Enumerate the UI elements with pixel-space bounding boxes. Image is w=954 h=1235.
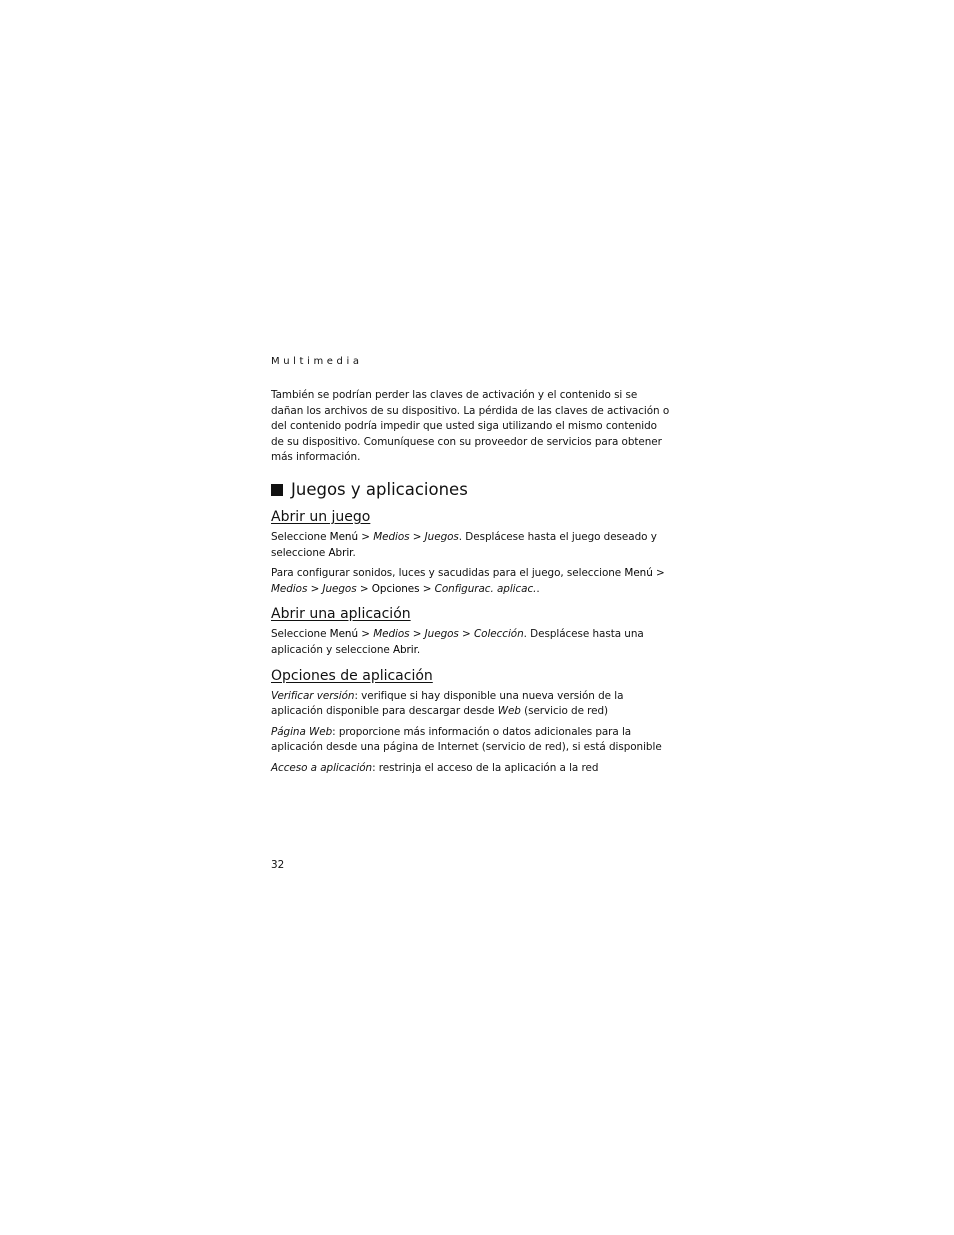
separator: > [307, 582, 323, 595]
option-app-access [271, 761, 671, 777]
medios-term: Medios [373, 530, 410, 543]
separator: > [419, 582, 435, 595]
separator: > [409, 628, 425, 641]
menu-term: Menú [329, 530, 359, 543]
page-content [271, 355, 671, 782]
page-number: 32 [271, 859, 285, 871]
text-run: . [536, 582, 540, 595]
option-term: Página Web [271, 725, 333, 738]
option-description: (servicio de red) [520, 705, 609, 718]
subheading-open-game: Abrir un juego [271, 508, 371, 525]
separator: > [409, 530, 425, 543]
opciones-term: Opciones [371, 582, 420, 595]
option-term: Acceso a aplicación [271, 761, 373, 774]
text-run: . [352, 546, 356, 559]
separator: > [652, 567, 665, 580]
text-run: . Desplácese hasta el juego deseado y seleccione [271, 530, 657, 559]
menu-term: Menú [624, 567, 653, 580]
separator: > [356, 582, 372, 595]
config-term: Configurac. aplicac. [434, 582, 537, 595]
juegos-term: Juegos [424, 530, 459, 543]
section-square-icon [271, 484, 283, 496]
separator: > [358, 530, 374, 543]
coleccion-term: Colección [473, 628, 524, 641]
section-heading [271, 480, 671, 500]
juegos-term: Juegos [322, 582, 357, 595]
section-title: Juegos y aplicaciones [291, 479, 468, 499]
option-description: : restrinja el acceso de la aplicación a la red [372, 761, 599, 774]
text-run: Seleccione [271, 628, 330, 641]
text-run: . [416, 643, 421, 656]
open-game-paragraph-2 [271, 566, 671, 597]
subheading-app-options: Opciones de aplicación [271, 667, 433, 684]
abrir-term: Abrir [328, 546, 353, 559]
medios-term: Medios [271, 582, 308, 595]
option-web-page [271, 725, 671, 756]
open-game-paragraph-1 [271, 530, 671, 561]
running-header: Multimedia [271, 356, 363, 367]
juegos-term: Juegos [424, 628, 459, 641]
web-term: Web [497, 705, 521, 718]
separator: > [458, 628, 474, 641]
option-description: : verifique si hay disponible una nueva versión de la aplicación disponible para descargar desde [271, 689, 624, 718]
subheading-open-app: Abrir una aplicación [271, 606, 411, 623]
open-app-paragraph [271, 627, 671, 658]
text-run: Para configurar sonidos, luces y sacudidas para el juego, seleccione [271, 567, 625, 580]
option-description: : proporcione más información o datos adicionales para la aplicación desde una página de Internet (servicio de red), si está disponible [271, 725, 662, 754]
option-verify-version [271, 689, 671, 720]
text-run: . Desplácese hasta una aplicación y seleccione [271, 628, 644, 656]
menu-term: Menú [329, 628, 359, 641]
text-run: Seleccione [271, 530, 330, 543]
abrir-term: Abrir [392, 643, 417, 656]
intro-paragraph: También se podrían perder las claves de activación y el contenido si se dañan los archivos de su dispositivo. La pérdida de las claves de activación o del contenido podría impedir que usted siga utilizando el mismo contenido de su dispositivo. Comuníquese con su proveedor de servicios para obtener más información. [271, 389, 670, 464]
option-term: Verificar versión [271, 689, 355, 702]
separator: > [358, 628, 374, 641]
medios-term: Medios [373, 628, 410, 641]
